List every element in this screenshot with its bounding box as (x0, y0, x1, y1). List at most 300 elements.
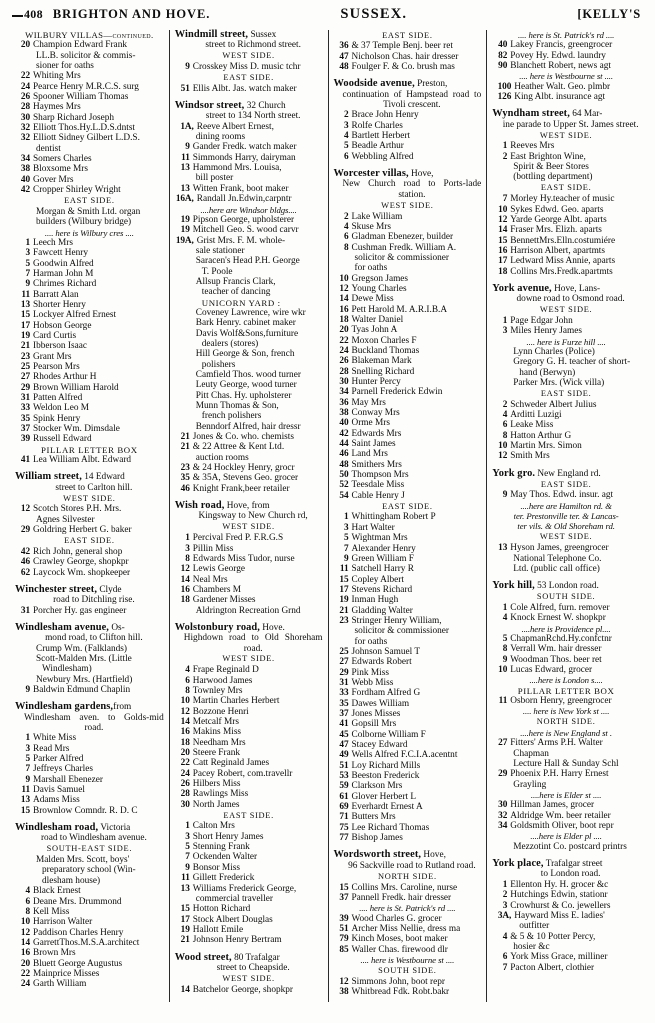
entry-number: 3 (502, 326, 508, 337)
entry-text: Crowhurst & Co. jewellers (510, 900, 611, 911)
entry-number: 41 (20, 455, 30, 466)
entry-number: 4 (502, 613, 508, 624)
directory-entry (492, 603, 640, 613)
directory-entry-unnumbered: Malden Mrs. Scott, boys' (36, 855, 130, 866)
entry-number: 19 (180, 214, 190, 225)
entry-text: Gardener Misses (192, 595, 256, 606)
entry-number: 11 (498, 695, 508, 706)
entry-continuation: preparatory school (Win- (42, 865, 136, 876)
street-desc-cont: street to Carlton hill. (55, 482, 133, 493)
directory-entry (175, 925, 323, 935)
entry-text: Pipson George, upholsterer (192, 214, 295, 225)
entry-number: 75 (339, 822, 349, 833)
side-label: NORTH SIDE. (377, 871, 437, 881)
entry-number: 7 (343, 543, 349, 554)
directory-entry (175, 575, 323, 585)
entry-text: Bluett George Augustus (33, 958, 123, 969)
entry-number: 12 (498, 451, 508, 462)
cross-street-note: .... here is New York st .... (522, 706, 610, 717)
entry-number: 10 (20, 917, 30, 928)
entry-number: 52 (339, 480, 349, 491)
entry-number: 46 (180, 483, 190, 494)
entry-text: Page Edgar John (510, 315, 573, 326)
entry-number: 1 (185, 533, 190, 544)
entry-number: 23 (180, 463, 190, 474)
entry-number: 38 (20, 164, 30, 175)
entry-number: 15 (498, 235, 508, 246)
directory-entry (334, 688, 482, 698)
street-desc-cont: downe road to Osmond road. (516, 294, 625, 305)
entry-text: Knock Ernest W. shopkpr (510, 613, 606, 624)
directory-entry (334, 387, 482, 397)
directory-entry (175, 852, 323, 862)
directory-entry (334, 232, 482, 242)
directory-entry (15, 154, 164, 164)
entry-number: 25 (20, 362, 30, 372)
entry-text: & 5 & 10 Potter Percy, (510, 931, 596, 942)
entry-number: 38 (339, 408, 349, 419)
entry-number: 13 (20, 299, 30, 310)
entry-text: Fawcett Henry (33, 248, 88, 259)
entry-text: Gillett Frederick (192, 873, 255, 884)
entry-number: 35 (180, 473, 190, 484)
entry-text: Russell Edward (33, 434, 92, 445)
entry-number: 24 (20, 81, 30, 92)
directory-entry (334, 284, 482, 294)
entry-text: Hyson James, greengrocer (510, 543, 609, 554)
directory-entry (492, 696, 640, 706)
entry-continuation: National Telephone Co. (513, 553, 602, 564)
entry-number: 82 (498, 50, 508, 61)
directory-entry (15, 238, 164, 248)
entry-number: 12 (498, 214, 508, 225)
street-desc-cont: to London road. (540, 869, 601, 880)
entry-text: Martin Charles Herbert (192, 696, 280, 707)
entry-number: 5 (343, 141, 349, 152)
directory-entry (175, 544, 323, 554)
entry-text: Collins Mrs.Fredk.apartmts (510, 266, 613, 277)
directory-entry (334, 408, 482, 418)
entry-continuation: auction rooms (195, 452, 249, 463)
entry-text: Haymes Mrs (33, 102, 81, 113)
entry-continuation: solicitor & commissioner (354, 252, 450, 263)
street-heading (15, 823, 164, 844)
entry-number: 48 (339, 62, 349, 73)
entry-text: Conway Mrs (351, 408, 400, 419)
entry-text: Pink Miss (351, 667, 389, 678)
entry-number: 44 (339, 439, 349, 450)
entry-number: 17 (20, 320, 30, 331)
entry-text: Davis Samuel (33, 785, 85, 796)
directory-entry (175, 236, 323, 246)
entry-text: Wood Charles G. grocer (351, 913, 442, 924)
directory-entry (334, 222, 482, 232)
entry-continuation: builders (Wilbury bridge) (36, 217, 132, 228)
side-label: WEST SIDE. (539, 532, 593, 542)
entry-text: Weldon Leo M (33, 403, 90, 414)
entry-continuation: hosier &c (513, 941, 550, 952)
directory-entry (15, 959, 164, 969)
entry-text: Jones Misses (351, 709, 401, 719)
directory-entry (15, 133, 164, 143)
entry-continuation: french polishers (201, 411, 262, 422)
entry-number: 46 (20, 557, 30, 568)
street-desc: Trafalgar street (543, 859, 603, 870)
entry-text: Grist Mrs. F. M. whole- (196, 235, 286, 246)
entry-text: Lea William Albt. Edward (33, 455, 132, 466)
directory-entry (334, 914, 482, 924)
entry-number: 62 (20, 567, 30, 578)
directory-entry (15, 82, 164, 92)
directory-entry (175, 935, 323, 945)
entry-continuation: for oaths (354, 263, 388, 274)
entry-text: Champion Edward Frank (33, 40, 127, 51)
directory-entry (175, 432, 323, 442)
entry-text: Copley Albert (351, 574, 404, 585)
cross-street-note: .... here is St. Patrick's rd .... (359, 903, 456, 914)
entry-continuation: polishers (201, 359, 236, 370)
entry-number: 12 (180, 706, 190, 717)
directory-entry (15, 907, 164, 917)
entry-number: 15 (20, 310, 30, 321)
street-desc: 53 London road. (534, 581, 599, 592)
entry-number: 5 (343, 533, 349, 544)
entry-text: Archer Miss Nellie, dress ma (351, 923, 461, 934)
side-label: WEST SIDE. (381, 200, 434, 210)
entry-number: 9 (343, 553, 349, 564)
entry-text: Lewis George (192, 564, 245, 575)
entry-text: Povey Hy. Edwd. laundry (510, 50, 606, 61)
directory-entry (334, 647, 482, 657)
entry-number: 27 (498, 738, 508, 749)
entry-text: Frape Reginald D (192, 665, 259, 676)
directory-entry (334, 439, 482, 449)
directory-entry-unnumbered: Parker Mrs. (Wick villa) (513, 378, 605, 388)
entry-text: Crawley George, shopkpr (33, 557, 129, 568)
street-heading (175, 953, 323, 974)
street-heading (175, 623, 323, 654)
entry-text: Alexander Henry (351, 543, 416, 554)
entry-number: 100 (497, 81, 512, 92)
directory-entry (15, 259, 164, 269)
entry-text: Lee Richard Thomas (351, 822, 430, 833)
entry-number: 61 (339, 791, 349, 802)
directory-entry (15, 414, 164, 424)
entry-text: Arditti Luzigi (510, 410, 562, 421)
directory-entry (15, 434, 164, 444)
directory-entry (175, 758, 323, 768)
directory-entry (15, 733, 164, 743)
entry-number: 18 (498, 266, 508, 277)
cross-street-note: .... here is Wilbury cres .... (44, 227, 134, 238)
entry-text: Beadle Arthur (351, 141, 404, 152)
entry-text: BennettMrs.Elln.costumiére (510, 235, 616, 246)
directory-entry (492, 543, 640, 553)
entry-number: 3 (185, 543, 190, 554)
directory-entry (334, 533, 482, 543)
directory-entry (15, 321, 164, 331)
entry-number: 20 (339, 325, 349, 336)
entry-text: Deane Mrs. Drummond (33, 896, 122, 907)
street-desc: Hove, (408, 169, 434, 180)
entry-number: 21 (180, 432, 190, 443)
directory-entry (175, 554, 323, 564)
entry-text: Laycock Wm. shopkeeper (33, 567, 131, 578)
side-label: WEST SIDE. (222, 51, 275, 61)
entry-text: Paddison Charles Henry (33, 927, 124, 938)
directory-entry (334, 833, 482, 843)
directory-entry (492, 246, 640, 256)
entry-text: Stock Albert Douglas (192, 914, 273, 925)
directory-entry (15, 352, 164, 362)
entry-number: 9 (502, 490, 508, 501)
entry-text: Stevens Richard (351, 584, 413, 595)
entry-number: 13 (498, 543, 508, 554)
directory-entry (334, 709, 482, 719)
entry-number: 17 (339, 584, 349, 595)
entry-number: 3 (502, 900, 508, 911)
street-name: Wordsworth street, (333, 849, 422, 861)
entry-text: Garth William (33, 979, 87, 990)
entry-continuation: Ltd. (public call office) (513, 563, 600, 574)
entry-text: Rawlings Miss (192, 789, 249, 800)
entry-text: Harrison Albert, apartmts (510, 245, 606, 256)
directory-entry-unnumbered: Allsup Francis Clark, (195, 276, 276, 287)
directory-entry (334, 377, 482, 387)
directory-entry (15, 372, 164, 382)
directory-entry (175, 585, 323, 595)
directory-entry (15, 92, 164, 102)
street-desc-cont: Windlesham aven. to Golds-mid road. (24, 712, 164, 733)
entry-text: Black Ernest (33, 886, 81, 897)
directory-entry (175, 915, 323, 925)
directory-entry (334, 771, 482, 781)
entry-text: Ellis Albt. Jas. watch maker (192, 83, 297, 94)
directory-entry (334, 398, 482, 408)
entry-number: 23 (20, 351, 30, 362)
entry-number: 1 (25, 733, 30, 744)
directory-entry (334, 740, 482, 750)
street-heading (492, 469, 640, 479)
entry-text: Knight Frank,beer retailer (192, 483, 290, 494)
street-desc-cont: Highdown road to Old Shoreham road. (183, 633, 323, 654)
entry-number: 90 (498, 61, 508, 72)
entry-text: Rhodes Arthur H (33, 372, 97, 383)
entry-number: 9 (25, 279, 30, 290)
entry-text: Simmons John, boot repr (351, 976, 445, 987)
entry-continuation: outfitter (519, 921, 550, 932)
entry-number: 5 (25, 754, 30, 765)
entry-text: Neal Mrs (192, 574, 228, 585)
directory-entry (334, 893, 482, 903)
col-1 (10, 30, 169, 1002)
entry-continuation: dentist (36, 143, 61, 154)
running-head-center: SUSSEX. (340, 6, 408, 22)
entry-number: 33 (20, 403, 30, 414)
entry-text: Baldwin Edmund Chaplin (33, 684, 131, 695)
entry-continuation: commercial traveller (195, 893, 273, 904)
entry-number: 51 (180, 83, 190, 94)
pillar-letter-box: PILLAR LETTER BOX (41, 444, 138, 455)
entry-number: 39 (339, 913, 349, 924)
cross-street-note: .... here is Westbourne st .... (360, 954, 455, 965)
entry-number: 3A, (497, 910, 512, 921)
directory-entry (334, 346, 482, 356)
entry-text: Reeve Albert Ernest, (196, 121, 274, 132)
entry-number: 26 (339, 356, 349, 367)
entry-text: Saint James (351, 439, 396, 450)
entry-number: 23 (339, 615, 349, 626)
entry-number: 21 (20, 341, 30, 352)
entry-continuation: Windlesham) (42, 664, 92, 675)
entry-text: Webbling Alfred (351, 151, 414, 162)
directory-entry (15, 928, 164, 938)
entry-text: Elliott Sidney Gilbert L.D.S. (33, 133, 140, 144)
directory-entry (175, 884, 323, 894)
street-name: Winchester street, (15, 583, 98, 595)
cross-street-note: .... here is Westbourne st .... (519, 71, 613, 82)
entry-number: 16 (339, 304, 349, 315)
street-desc: Preston, (414, 79, 448, 90)
entry-text: Pacey Robert, com.travellr (192, 768, 293, 779)
entry-number: 19 (20, 330, 30, 341)
entry-text: Gopsill Mrs (351, 719, 397, 730)
directory-entry (175, 463, 323, 473)
entry-text: Calton Mrs (192, 821, 235, 832)
directory-entry (492, 451, 640, 461)
entry-number: 16 (180, 584, 190, 595)
directory-entry (334, 987, 482, 997)
street-heading (15, 702, 164, 733)
directory-entry (175, 904, 323, 914)
entry-text: Glover Herbert L (351, 791, 417, 802)
entry-text: Edwards Robert (351, 657, 412, 668)
entry-text: Parnell Frederick Edwin (351, 387, 443, 398)
entry-number: 24 (20, 979, 30, 990)
entry-number: 51 (339, 923, 349, 934)
directory-entry (15, 744, 164, 754)
entry-continuation: sale stationer (195, 245, 245, 256)
directory-entry (492, 400, 640, 410)
cross-street-note: ....here are Hamilton rd. & (520, 500, 612, 511)
directory-entry (15, 948, 164, 958)
entry-number: 34 (339, 387, 349, 398)
directory-entry (15, 393, 164, 403)
street-heading (492, 109, 640, 130)
cross-street-note: ter vils. & Old Shoreham rd. (517, 521, 615, 532)
entry-text: Simmonds Harry, dairyman (192, 152, 296, 163)
entry-text: Chambers M (192, 584, 242, 595)
street-name: Wolstonbury road, (174, 621, 260, 633)
entry-text: Skuse Mrs (351, 221, 392, 232)
entry-number: 2 (502, 151, 508, 162)
directory-entry (175, 564, 323, 574)
street-heading (334, 79, 482, 110)
directory-entry (15, 383, 164, 393)
directory-entry (175, 153, 323, 163)
street-desc: Os- (109, 622, 125, 633)
street-desc-cont: street to Richmond street. (205, 40, 301, 51)
entry-number: 21 (180, 442, 190, 453)
entry-number: 12 (20, 504, 30, 515)
entry-number: 31 (20, 393, 30, 404)
directory-entry (334, 243, 482, 253)
directory-entry (334, 325, 482, 335)
directory-entry (334, 792, 482, 802)
directory-entry-unnumbered: Saracen's Head P.H. George (195, 256, 300, 267)
entry-number: 16 (20, 948, 30, 959)
directory-entry (15, 113, 164, 123)
side-label: WEST SIDE. (539, 305, 593, 315)
entry-number: 1 (502, 602, 508, 613)
entry-text: Brown Mrs (33, 948, 76, 959)
entry-number: 30 (20, 112, 30, 123)
directory-entry (334, 616, 482, 626)
entry-continuation: Lecture Hall & Sunday Schl (513, 759, 619, 770)
entry-number: 18 (180, 737, 190, 748)
entry-number: 15 (339, 574, 349, 585)
entry-text: Satchell Harry R (351, 564, 414, 575)
directory-entry (334, 554, 482, 564)
entry-text: Collins Mrs. Caroline, nurse (351, 882, 458, 893)
entry-number: 35 (20, 413, 30, 424)
entry-continuation: for oaths (354, 636, 388, 647)
directory-entry (15, 504, 164, 514)
entry-text: Edwards Mrs (351, 428, 402, 439)
entry-text: King Albt. insurance agt (514, 92, 606, 103)
directory-entry (334, 62, 482, 72)
entry-text: Bonsor Miss (192, 862, 241, 873)
entry-text: Batchelor George, shopkpr (192, 984, 294, 995)
directory-entry (175, 789, 323, 799)
directory-entry (15, 310, 164, 320)
entry-text: Cole Alfred, furn. remover (510, 602, 610, 613)
entry-text: Woodman Thos. beer ret (510, 654, 602, 665)
entry-text: Hotton Richard (192, 904, 251, 915)
entry-number: 24 (339, 345, 349, 356)
entry-number: 6 (502, 952, 508, 963)
directory-entry (492, 634, 640, 644)
entry-text: York Miss Grace, milliner (510, 952, 608, 963)
street-heading (492, 859, 640, 880)
entry-number: 11 (21, 289, 30, 300)
entry-text: ChapmanRchd.Hy.confctnr (510, 633, 612, 644)
entry-number: 37 (339, 709, 349, 719)
directory-entry-unnumbered: Davis Wolf&Sons,furniture (195, 328, 299, 339)
entry-continuation: Agnes Silvester (36, 514, 95, 525)
entry-number: 14 (20, 937, 30, 948)
directory-entry (175, 184, 323, 194)
entry-number: 8 (185, 553, 190, 564)
directory-entry (334, 110, 482, 120)
entry-number: 5 (502, 633, 508, 644)
entry-number: 34 (498, 821, 508, 832)
entry-number: 31 (20, 605, 30, 616)
entry-text: Pett Harold M. A.R.I.B.A (351, 304, 448, 315)
entry-number: 15 (180, 904, 190, 915)
entry-continuation: Spirit & Beer Stores (513, 162, 589, 173)
street-desc-cont: New Church road to Ports-lade station. (342, 179, 482, 200)
directory-entry (175, 686, 323, 696)
street-heading (15, 623, 164, 644)
entry-number: 8 (502, 430, 508, 441)
entry-text: Jeffreys Charles (33, 764, 93, 775)
street-heading (175, 30, 323, 51)
entry-text: May Thos. Edwd. insur. agt (510, 490, 614, 501)
directory-entry (175, 142, 323, 152)
entry-text: Harrison Walter (33, 917, 93, 928)
cross-street-note: ....here is London s.... (529, 675, 603, 686)
